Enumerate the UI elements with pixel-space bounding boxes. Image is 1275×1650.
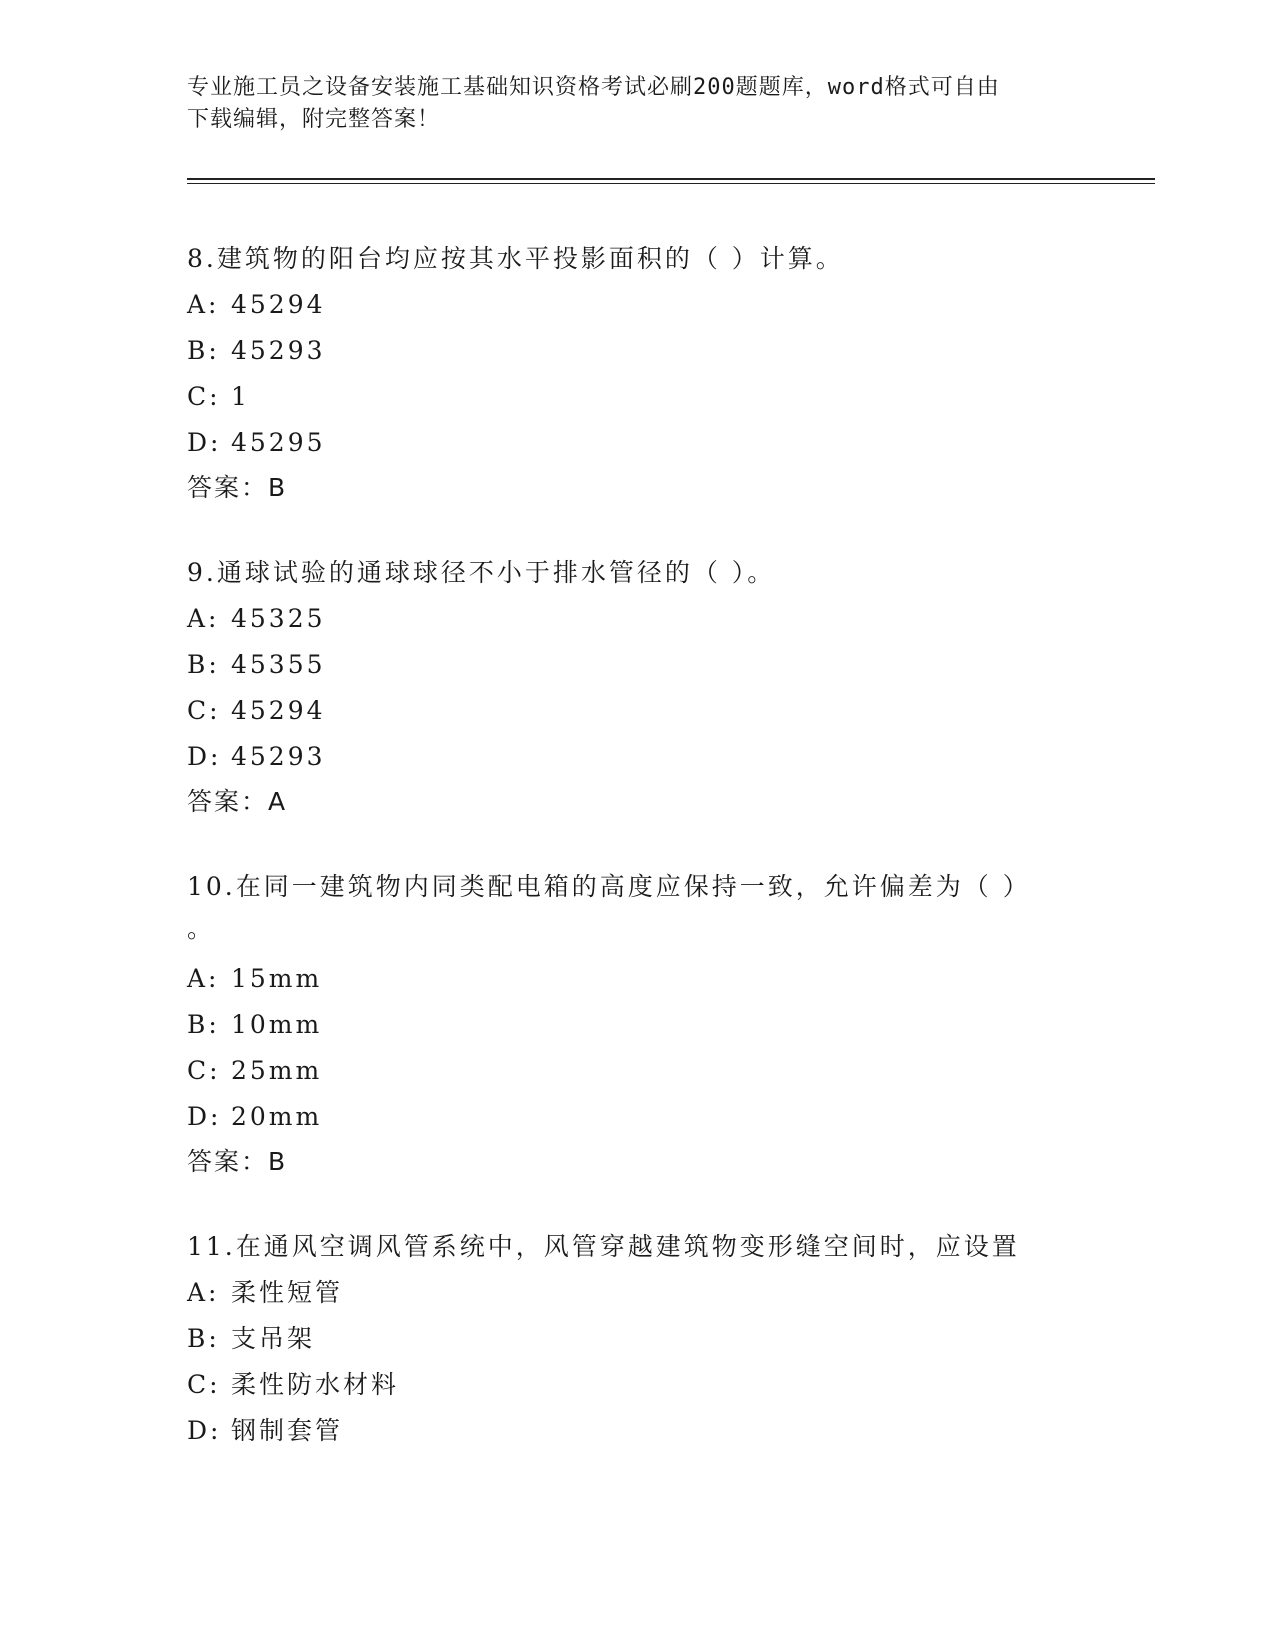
option-key: A: [187, 1278, 220, 1307]
option-b [187, 1002, 1147, 1048]
question-stem: 11.在通风空调风管系统中，风管穿越建筑物变形缝空间时，应设置 [187, 1232, 1020, 1261]
option-key: C: [187, 696, 221, 725]
option-text: 45325 [231, 604, 326, 633]
option-text: 25mm [231, 1056, 323, 1085]
option-text: 45355 [231, 650, 326, 679]
header-line-2: 下载编辑，附完整答案！ [187, 107, 441, 132]
option-key: B: [187, 1324, 220, 1353]
option-key: A: [187, 964, 220, 993]
option-key: C: [187, 382, 221, 411]
option-key: C: [187, 1370, 221, 1399]
option-a [187, 596, 1147, 642]
question-stem: 8.建筑物的阳台均应按其水平投影面积的（ ）计算。 [187, 244, 844, 273]
question-10 [187, 864, 1147, 1184]
spacer [187, 1184, 1147, 1224]
answer-line: 答案：B [187, 1147, 288, 1176]
question-stem: 10.在同一建筑物内同类配电箱的高度应保持一致，允许偏差为（ ） [187, 872, 1031, 901]
question-8 [187, 236, 1147, 510]
option-key: A: [187, 290, 220, 319]
option-text: 柔性防水材料 [231, 1370, 400, 1399]
option-text: 钢制套管 [231, 1416, 344, 1445]
spacer [187, 510, 1147, 550]
option-text: 45293 [231, 742, 326, 771]
question-stem-continuation: 。 [187, 914, 216, 943]
option-a [187, 956, 1147, 1002]
header-line-1: 专业施工员之设备安装施工基础知识资格考试必刷200题题库，word格式可自由 [187, 75, 1000, 100]
option-b [187, 328, 1147, 374]
answer-line: 答案：B [187, 473, 288, 502]
option-d [187, 420, 1147, 466]
option-key: C: [187, 1056, 221, 1085]
option-key: A: [187, 604, 220, 633]
option-key: D: [187, 1102, 222, 1131]
option-c [187, 1362, 1147, 1408]
option-d [187, 1408, 1147, 1454]
option-d [187, 734, 1147, 780]
option-text: 45294 [231, 290, 326, 319]
question-9 [187, 550, 1147, 824]
spacer [187, 824, 1147, 864]
option-key: B: [187, 650, 220, 679]
option-key: D: [187, 742, 222, 771]
document-header [187, 72, 1087, 136]
header-divider-top [187, 178, 1155, 180]
option-text: 10mm [231, 1010, 323, 1039]
answer-line: 答案：A [187, 787, 288, 816]
option-a [187, 1270, 1147, 1316]
option-text: 45295 [231, 428, 326, 457]
option-a [187, 282, 1147, 328]
option-b [187, 1316, 1147, 1362]
question-stem: 9.通球试验的通球球径不小于排水管径的（ ）。 [187, 558, 776, 587]
option-key: D: [187, 1416, 222, 1445]
option-text: 支吊架 [231, 1324, 316, 1353]
question-11 [187, 1224, 1147, 1454]
option-text: 20mm [231, 1102, 323, 1131]
option-key: D: [187, 428, 222, 457]
option-d [187, 1094, 1147, 1140]
option-b [187, 642, 1147, 688]
option-key: B: [187, 336, 220, 365]
option-text: 45294 [231, 696, 326, 725]
option-c [187, 688, 1147, 734]
option-c [187, 374, 1147, 420]
option-key: B: [187, 1010, 220, 1039]
option-text: 1 [231, 382, 250, 411]
option-text: 柔性短管 [231, 1278, 344, 1307]
option-c [187, 1048, 1147, 1094]
question-list [187, 236, 1147, 1454]
option-text: 15mm [231, 964, 323, 993]
option-text: 45293 [231, 336, 326, 365]
header-divider-bottom [187, 183, 1155, 184]
